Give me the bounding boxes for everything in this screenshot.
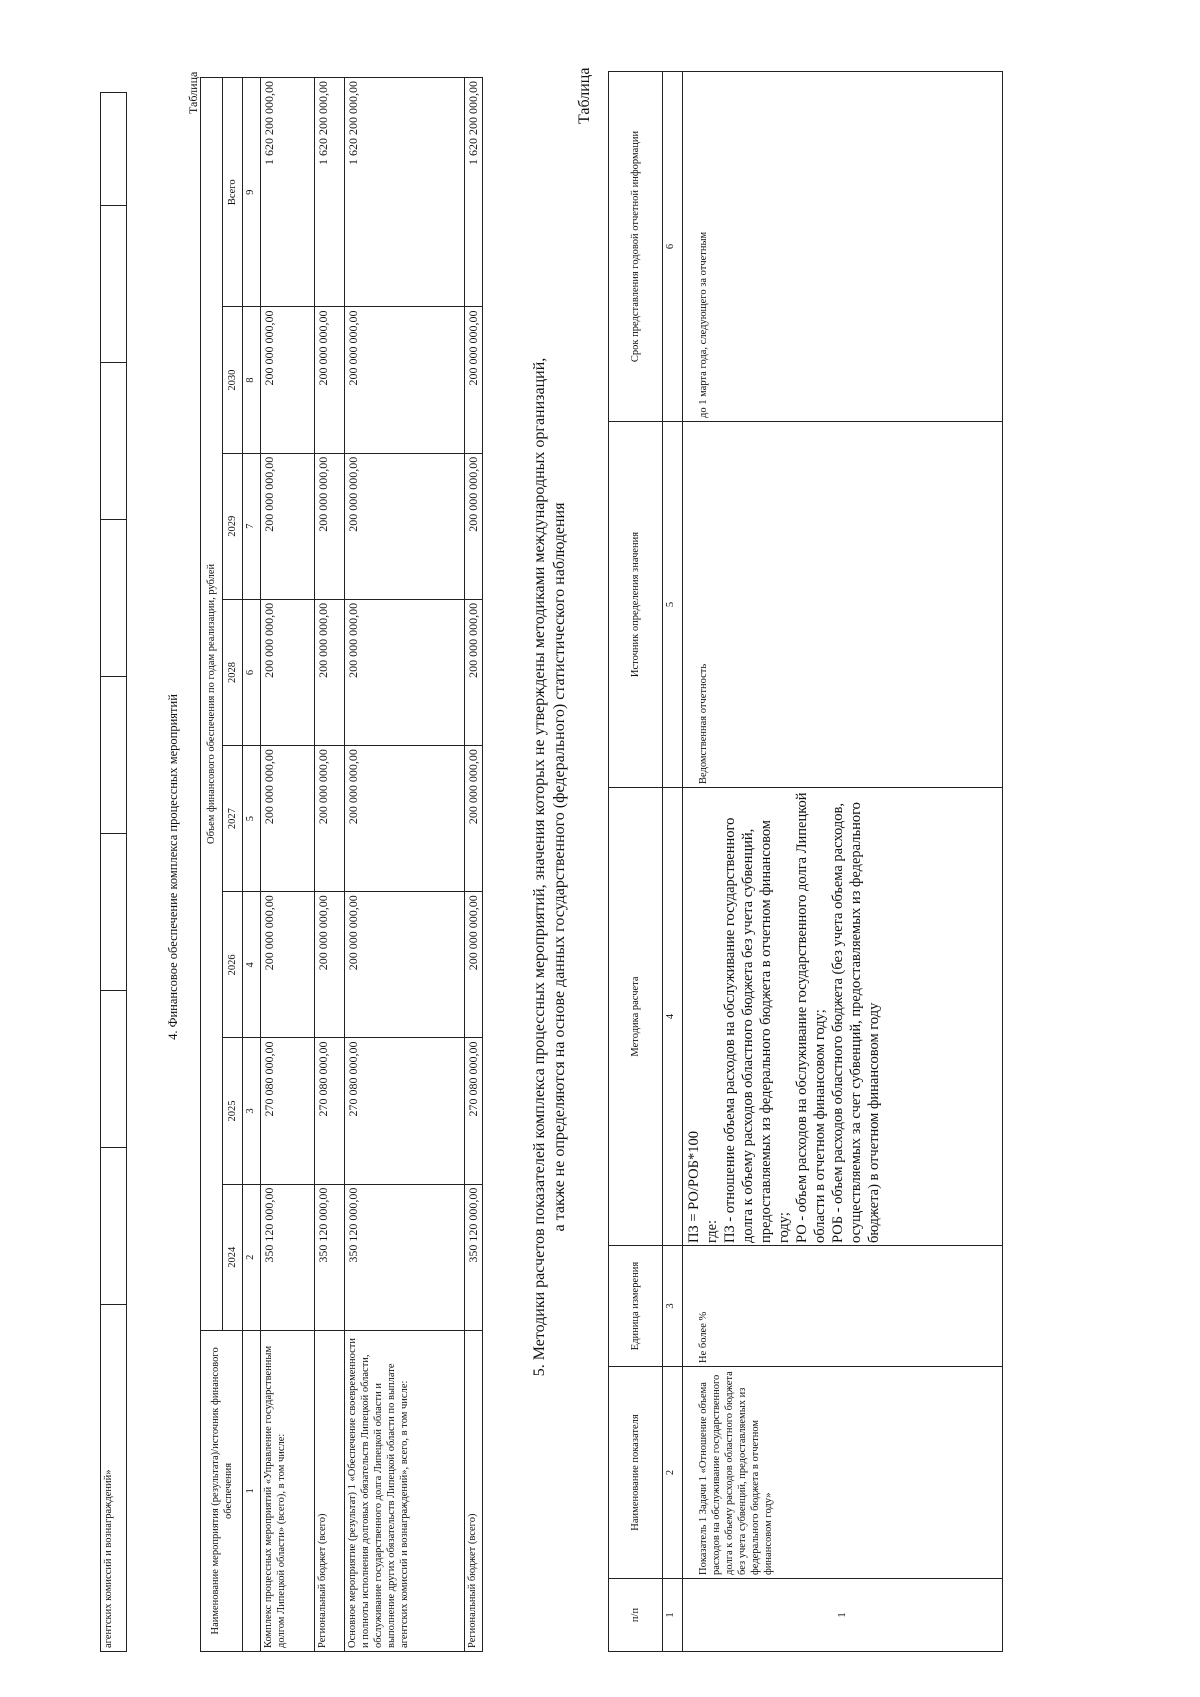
row-value: 200 000 000,00 [315, 307, 345, 453]
row-value: 200 000 000,00 [345, 599, 465, 745]
continuation-text: агентских комиссий и вознаграждений» [103, 1469, 114, 1648]
header-year: 2027 [223, 746, 243, 892]
unit: Не более % [683, 1246, 1003, 1367]
column-number: 4 [243, 892, 261, 1038]
header-year: 2030 [223, 307, 243, 453]
row-value: 200 000 000,00 [345, 892, 465, 1038]
header-source: Источник определения значения [609, 422, 663, 788]
row-total: 1 620 200 000,00 [261, 78, 315, 308]
section5-heading [530, 72, 570, 1662]
row-value: 200 000 000,00 [315, 746, 345, 892]
financing-table [200, 77, 483, 1652]
row-value: 200 000 000,00 [261, 746, 315, 892]
header-unit: Единица измерения [609, 1246, 663, 1367]
row-name: Региональный бюджет (всего) [465, 1330, 483, 1651]
section5-heading-line2: а также не определяются на основе данных государственного (федерального) статистического наблюдения [551, 502, 568, 1232]
row-value: 350 120 000,00 [465, 1184, 483, 1330]
indicator-name: Показатель 1 Задачи 1 «Отношение объема расходов на обслуживание государственного долга к объему расходов областного бюджета без учета субвенций, предоставляемых из федерального бюджета в отчетном финансовом году» [683, 1367, 1003, 1579]
row-num: 1 [683, 1579, 1003, 1652]
row-name: Основное мероприятие (результат) 1 «Обеспечение своевременности и полноты исполнения долговых обязательств Липецкой области, обслуживание государственного долга Липецкой области и выполнение других обязательств Липецкой области по выплате агентских комиссий и вознаграждений», всего, в том числе: [345, 1330, 465, 1651]
method-ro: РО - объем расходов на обслуживание государственного долга Липецкой области в отчетном финансовом году; [794, 792, 828, 1243]
row-value: 200 000 000,00 [465, 599, 483, 745]
row-value: 270 080 000,00 [315, 1038, 345, 1184]
column-number: 9 [243, 78, 261, 308]
row-total: 1 620 200 000,00 [345, 78, 465, 308]
row-value: 200 000 000,00 [315, 453, 345, 599]
row-value: 200 000 000,00 [465, 746, 483, 892]
row-total: 1 620 200 000,00 [465, 78, 483, 308]
method-where: где: [704, 1219, 720, 1243]
column-number: 3 [663, 1246, 683, 1367]
header-group: Объем финансового обеспечения по годам реализации, рублей [201, 78, 223, 1331]
row-value: 270 080 000,00 [465, 1038, 483, 1184]
header-year: 2029 [223, 453, 243, 599]
row-value: 200 000 000,00 [465, 307, 483, 453]
method-pz: ПЗ - отношение объема расходов на обслуживание государственного долга к объему расходов областного бюджета без учета субвенций, предоставляемых из федерального бюджета в отчетном финансовом году; [722, 817, 792, 1243]
column-number: 4 [663, 788, 683, 1246]
header-deadline: Срок представления годовой отчетной информации [609, 72, 663, 422]
header-year: 2025 [223, 1038, 243, 1184]
table-row [261, 78, 315, 1652]
methodology-table [608, 71, 1003, 1652]
header-year: 2024 [223, 1184, 243, 1330]
method-rob: РОБ - объем расходов областного бюджета (без учета объема расходов, осуществляемых за счет субвенций, предоставляемых из федерального бюджета) в отчетном финансовом году [830, 802, 882, 1243]
header-name: Наименование мероприятия (результата)/источник финансового обеспечения [201, 1330, 243, 1651]
column-number: 2 [663, 1367, 683, 1579]
column-number: 6 [243, 599, 261, 745]
row-value: 350 120 000,00 [315, 1184, 345, 1330]
row-value: 200 000 000,00 [261, 453, 315, 599]
table-row [683, 72, 1003, 1652]
row-value: 270 080 000,00 [261, 1038, 315, 1184]
row-value: 200 000 000,00 [261, 599, 315, 745]
header-num: п/п [609, 1579, 663, 1652]
row-name: Комплекс процессных мероприятий «Управление государственным долгом Липецкой области» (всего), в том числе: [261, 1330, 315, 1651]
row-value: 200 000 000,00 [261, 892, 315, 1038]
row-value: 200 000 000,00 [345, 746, 465, 892]
row-value: 350 120 000,00 [345, 1184, 465, 1330]
deadline: до 1 марта года, следующего за отчетным [683, 72, 1003, 422]
table-row [465, 78, 483, 1652]
section5-heading-line1: 5. Методики расчетов показателей комплекса процессных мероприятий, значения которых не утверждены методиками международных организаций, [531, 357, 548, 1377]
column-number: 1 [663, 1579, 683, 1652]
column-number: 6 [663, 72, 683, 422]
row-value: 200 000 000,00 [315, 599, 345, 745]
header-year: 2028 [223, 599, 243, 745]
column-number: 5 [663, 422, 683, 788]
row-value: 200 000 000,00 [315, 892, 345, 1038]
section5-table-label: Таблица [576, 67, 593, 124]
column-number: 8 [243, 307, 261, 453]
row-total: 1 620 200 000,00 [315, 78, 345, 308]
column-number: 5 [243, 746, 261, 892]
row-value: 200 000 000,00 [261, 307, 315, 453]
row-value: 200 000 000,00 [345, 453, 465, 599]
row-value: 270 080 000,00 [345, 1038, 465, 1184]
table-row [315, 78, 345, 1652]
table-row [345, 78, 465, 1652]
continuation-cell [101, 1305, 127, 1652]
column-number: 2 [243, 1184, 261, 1330]
header-method: Методика расчета [609, 788, 663, 1246]
row-value: 200 000 000,00 [465, 892, 483, 1038]
row-value: 200 000 000,00 [345, 307, 465, 453]
header-total: Всего [223, 78, 243, 308]
method-cell [683, 788, 1003, 1246]
column-number: 3 [243, 1038, 261, 1184]
header-indicator: Наименование показателя [609, 1367, 663, 1579]
row-value: 350 120 000,00 [261, 1184, 315, 1330]
header-year: 2026 [223, 892, 243, 1038]
row-value: 200 000 000,00 [465, 453, 483, 599]
column-number: 1 [243, 1330, 261, 1651]
method-formula: ПЗ = РО/РОБ*100 [686, 1131, 702, 1243]
rotated-content [100, 67, 1100, 1662]
column-number: 7 [243, 453, 261, 599]
section4-heading: 4. Финансовое обеспечение комплекса процессных мероприятий [166, 694, 180, 1040]
row-name: Региональный бюджет (всего) [315, 1330, 345, 1651]
continuation-table [100, 92, 127, 1652]
section4-table-label: Таблица [186, 71, 200, 114]
source: Ведомственная отчетность [683, 422, 1003, 788]
